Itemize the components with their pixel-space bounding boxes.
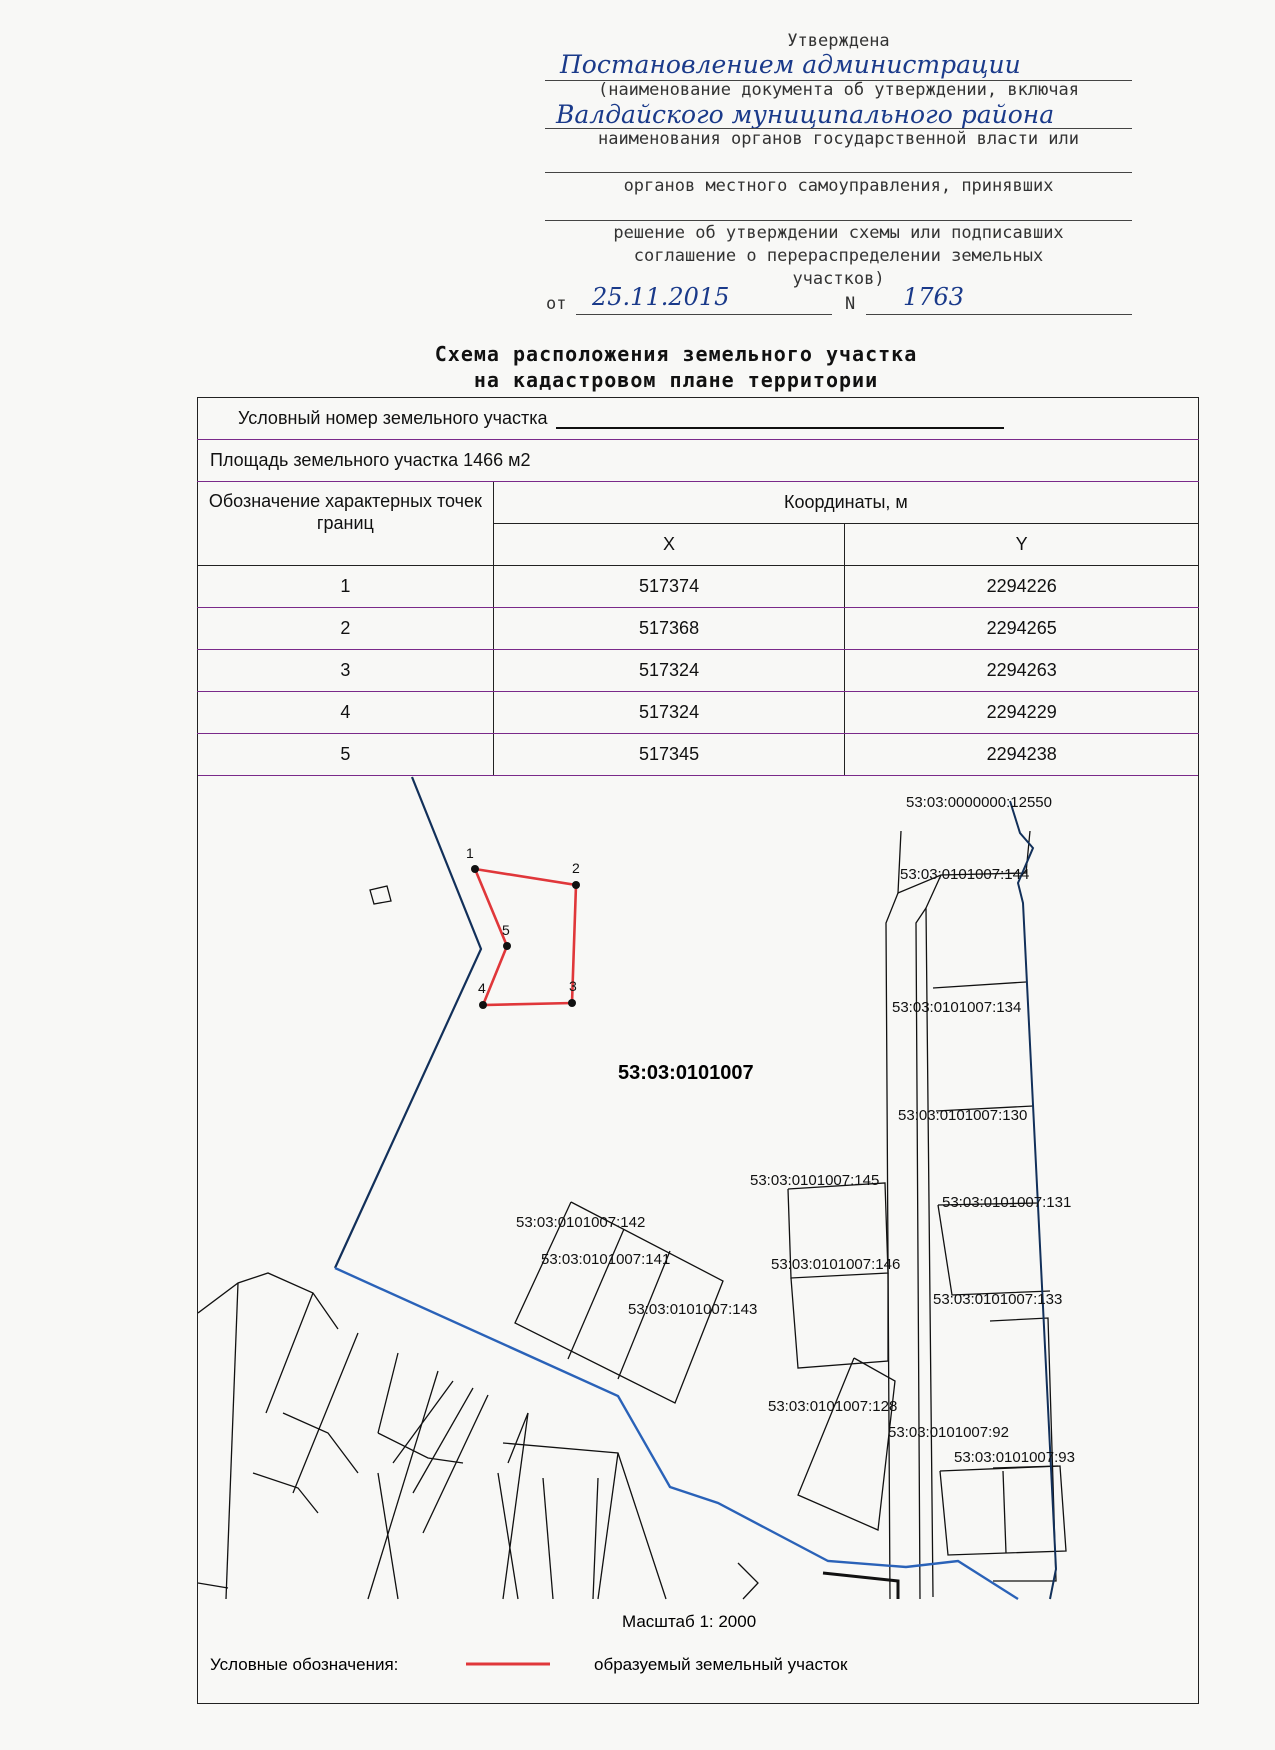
parcel-label: 53:03:0101007:141 [541, 1251, 671, 1268]
number-underline [866, 314, 1132, 315]
handwritten-organ-name: Валдайского муниципального района [556, 100, 1055, 129]
boundary-point [471, 865, 479, 873]
approval-line-1: (наименование документа об утверждении, включая [597, 80, 1080, 100]
approval-line-3: органов местного самоуправления, принявших [623, 176, 1054, 196]
number-prefix: N [845, 294, 856, 314]
point-cell: 4 [198, 692, 494, 734]
formed-parcel-outline [475, 869, 576, 1005]
date-underline [576, 314, 832, 315]
approval-line-4: решение об утверждении схемы или подписавших [613, 223, 1064, 243]
points-header: Обозначение характерных точек границ [198, 482, 494, 566]
parcel-outline [498, 1473, 518, 1599]
area-row [198, 440, 1199, 482]
point-label: 3 [569, 978, 577, 994]
parcel-label: 53:03:0101007:130 [898, 1107, 1028, 1124]
approval-heading: Утверждена [787, 31, 890, 51]
parcel-outline [413, 1388, 473, 1493]
table-row [198, 734, 1199, 776]
parcel-outline [378, 1353, 398, 1433]
table-row [198, 566, 1199, 608]
table-row [198, 692, 1199, 734]
parcel-outline [198, 1273, 338, 1329]
scale-label: Масштаб 1: 2000 [622, 1612, 757, 1631]
parcel-outline [503, 1413, 528, 1599]
x-header: X [493, 524, 845, 566]
point-cell: 5 [198, 734, 494, 776]
x-cell: 517374 [493, 566, 845, 608]
parcel-outline [568, 1229, 624, 1359]
parcel-outline [933, 982, 1026, 988]
approval-date: 25.11.2015 [592, 283, 730, 311]
parcel-outline [543, 1478, 553, 1599]
y-header: Y [845, 524, 1199, 566]
approval-line-2: наименования органов государственной власти или [597, 129, 1080, 149]
boundary-point [503, 942, 511, 950]
point-cell: 1 [198, 566, 494, 608]
parcel-outline [938, 1205, 1050, 1295]
point-cell: 2 [198, 608, 494, 650]
legend-label: Условные обозначения: [210, 1655, 399, 1674]
y-cell: 2294265 [845, 608, 1199, 650]
parcel-outline [293, 1333, 358, 1493]
parcel-label: 53:03:0000000:12550 [906, 794, 1052, 811]
parcel-outline [283, 1413, 358, 1473]
x-cell: 517324 [493, 650, 845, 692]
parcel-label: 53:03:0101007:128 [768, 1398, 898, 1415]
conditional-number-label: Условный номер земельного участка [238, 408, 548, 428]
parcel-outline [378, 1473, 398, 1599]
quarter-boundary-dark [335, 777, 481, 1268]
parcel-label: 53:03:0101007:134 [892, 999, 1022, 1016]
parcel-label: 53:03:0101007:92 [888, 1424, 1009, 1441]
parcel-outline [198, 1583, 228, 1588]
area-label: Площадь земельного участка 1466 м2 [210, 450, 531, 470]
road-edge [823, 1573, 898, 1599]
point-label: 1 [466, 845, 474, 861]
table-row [198, 650, 1199, 692]
x-cell: 517345 [493, 734, 845, 776]
scheme-title-line-1: Схема расположения земельного участка [434, 342, 918, 366]
conditional-number-row [198, 398, 1199, 440]
parcel-outline [593, 1478, 598, 1599]
point-cell: 3 [198, 650, 494, 692]
parcel-outline [266, 1293, 313, 1413]
approval-rule-3 [545, 172, 1132, 173]
y-cell: 2294226 [845, 566, 1199, 608]
conditional-number-blank [556, 411, 1004, 429]
parcel-label: 53:03:0101007:142 [516, 1214, 646, 1231]
parcel-outline [598, 1453, 618, 1599]
parcel-outline [393, 1381, 453, 1463]
parcel-outline [503, 1443, 666, 1599]
boundary-point [479, 1001, 487, 1009]
boundary-point [568, 999, 576, 1007]
parcel-outline [798, 1358, 895, 1530]
parcel-outline [423, 1395, 488, 1533]
y-cell: 2294238 [845, 734, 1199, 776]
parcel-label: 53:03:0101007:133 [933, 1291, 1063, 1308]
parcel-label: 53:03:0101007:145 [750, 1172, 880, 1189]
parcel-label: 53:03:0101007:93 [954, 1449, 1075, 1466]
parcel-label: 53:03:0101007:143 [628, 1301, 758, 1318]
x-cell: 517368 [493, 608, 845, 650]
approval-number: 1763 [903, 283, 965, 311]
boundary-point [572, 881, 580, 889]
building-outline [370, 886, 391, 904]
y-cell: 2294263 [845, 650, 1199, 692]
parcel-outline [368, 1371, 438, 1599]
parcel-outline [738, 1563, 758, 1599]
parcel-label: 53:03:0101007:144 [900, 866, 1030, 883]
parcel-outline [253, 1473, 318, 1513]
quarter-number-label: 53:03:0101007 [618, 1062, 754, 1084]
parcel-outline [926, 875, 941, 1597]
coordinates-header: Координаты, м [493, 482, 1198, 524]
legend-item-label: образуемый земельный участок [594, 1655, 848, 1674]
boundary-points [471, 865, 580, 1009]
point-label: 2 [572, 860, 580, 876]
cadastral-map [198, 773, 1200, 1704]
approval-line-5: соглашение о перераспределении земельных [633, 246, 1044, 266]
approval-rule-4 [545, 220, 1132, 221]
parcel-outline [791, 1273, 888, 1368]
parcel-outline [898, 831, 1030, 893]
date-prefix: от [546, 294, 567, 314]
parcel-outline [226, 1283, 238, 1599]
cadastral-map-frame [197, 773, 1199, 1704]
x-cell: 517324 [493, 692, 845, 734]
coordinates-table [197, 397, 1199, 776]
parcel-label: 53:03:0101007:131 [942, 1194, 1072, 1211]
point-label: 4 [478, 980, 486, 996]
y-cell: 2294229 [845, 692, 1199, 734]
handwritten-document-name: Постановлением администрации [560, 50, 1021, 79]
point-label: 5 [502, 922, 510, 938]
approval-block [545, 30, 1132, 52]
parcel-outline [1003, 1471, 1006, 1553]
parcel-outline [378, 1433, 463, 1463]
table-row [198, 608, 1199, 650]
parcel-label: 53:03:0101007:146 [771, 1256, 901, 1273]
approval-line-6: участков) [792, 269, 885, 289]
scheme-title-line-2: на кадастровом плане территории [473, 368, 879, 392]
